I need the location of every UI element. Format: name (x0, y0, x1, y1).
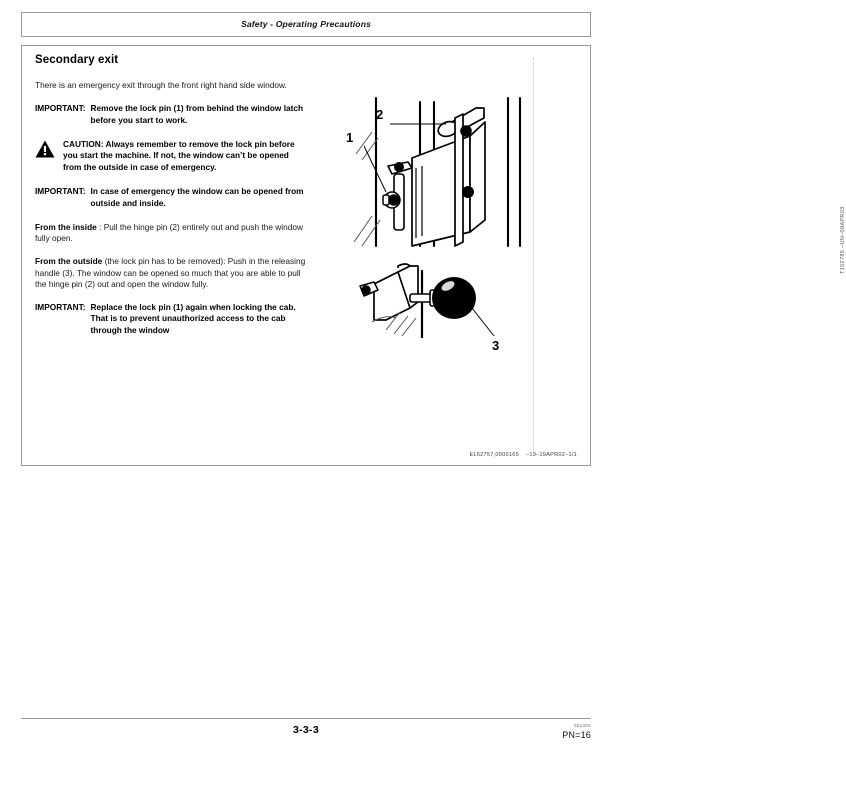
caution-text: CAUTION: Always remember to remove the lock pin before you start the machine. If not, the window can’t be opened from the outside in case of emergency. (63, 139, 295, 172)
page-number: 3-3-3 (292, 724, 319, 736)
releasing-handle-illustration (352, 264, 522, 361)
window-latch-hinge-illustration (342, 96, 532, 253)
important-label: IMPORTANT: (35, 186, 86, 197)
from-inside-paragraph (35, 222, 307, 244)
important-text: Remove the lock pin (1) from behind the window latch before you start to work. (90, 103, 304, 125)
from-inside-text: : Pull the hinge pin (2) entirely out and push the window fully open. (35, 222, 303, 244)
important-label: IMPORTANT: (35, 103, 86, 114)
footer-divider (21, 718, 591, 719)
page-title: Secondary exit (35, 54, 119, 66)
text-column (35, 54, 307, 349)
important-note-3 (35, 302, 307, 336)
content-frame (21, 45, 846, 466)
important-note-1 (35, 103, 307, 126)
important-text: In case of emergency the window can be opened from outside and inside. (90, 186, 304, 208)
footer-date-code: 051404 (573, 723, 591, 728)
important-text: Replace the lock pin (1) again when locking the cab. That is to prevent unauthorized access to the cab through the window (90, 302, 296, 335)
intro-paragraph: There is an emergency exit through the front right hand side window. (35, 80, 287, 90)
figure-callout-2: 2 (376, 107, 384, 122)
from-outside-text: (the lock pin has to be removed): Push in the releasing handle (3). The window can be opened so much that you are able to pull the hinge pin (2) out and open the window fully. (35, 256, 306, 289)
warning-triangle-icon (35, 139, 59, 163)
doc-ref-code: EL62757,0000165 (469, 452, 519, 458)
document-reference (469, 452, 577, 458)
footer-pn: PN=16 (562, 730, 591, 740)
from-outside-paragraph (35, 256, 307, 290)
illustration-credit: T152785 –UN–09APR03 (840, 206, 846, 274)
doc-ref-revision: –19–19APR02–1/1 (525, 452, 577, 458)
running-header (21, 12, 591, 37)
from-inside-label: From the inside (35, 222, 97, 233)
figure-callout-3: 3 (492, 338, 500, 353)
from-outside-label: From the outside (35, 256, 103, 267)
header-title: Safety - Operating Precautions (240, 19, 372, 29)
caution-note (35, 139, 307, 173)
figure-callout-1: 1 (346, 130, 354, 145)
important-label: IMPORTANT: (35, 302, 86, 313)
important-note-2 (35, 186, 307, 209)
